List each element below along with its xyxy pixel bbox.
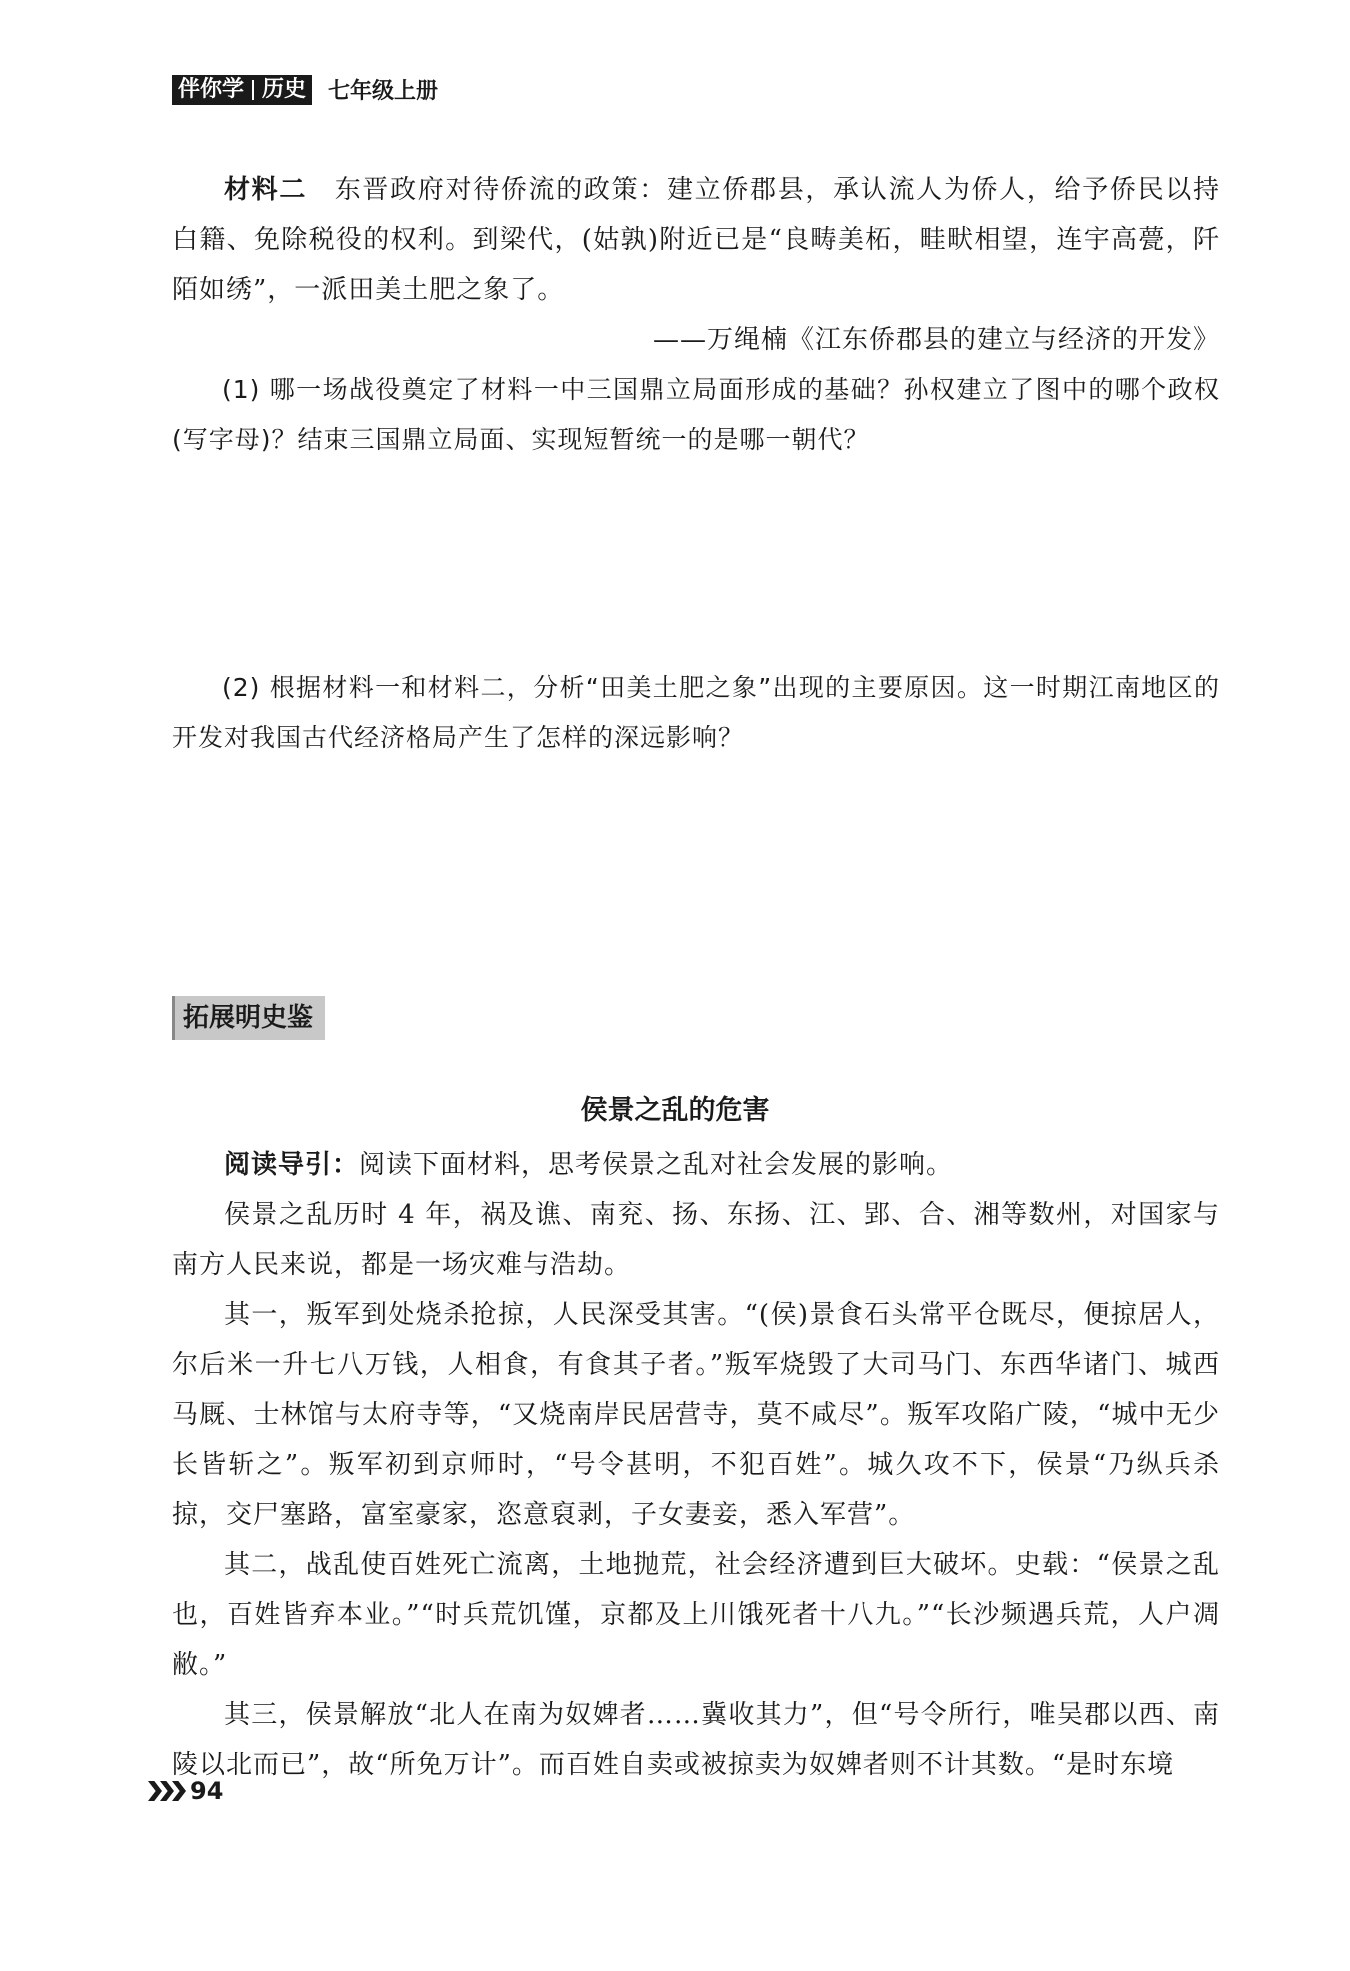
material-two-source: ——万绳楠《江东侨郡县的建立与经济的开发》 (652, 325, 1220, 355)
question-1: (1) 哪一场战役奠定了材料一中三国鼎立局面形成的基础？孙权建立了图中的哪个政权(写字母)？结束三国鼎立局面、实现短暂统一的是哪一朝代？ (172, 375, 1220, 454)
article-paragraph-2: 其一，叛军到处烧杀抢掠，人民深受其害。“(侯)景食石头常平仓既尽，便掠居人，尔后米一升七八万钱，人相食，有食其子者。”叛军烧毁了大司马门、东西华诸门、城西马厩、士林馆与太府寺等，“又烧南岸民居营寺，莫不咸尽”。叛军攻陷广陵，“城中无少长皆斩之”。叛军初到京师时，“号令甚明，不犯百姓”。城久攻不下，侯景“乃纵兵杀掠，交尸塞路，富室豪家，恣意裒剥，子女妻妾，悉入军营”。 (172, 1300, 1220, 1530)
material-two-block (172, 165, 1220, 465)
subject-name: 历史 (262, 76, 307, 102)
material-two-label: 材料二 (224, 175, 308, 205)
badge-divider (252, 80, 254, 100)
section-tag: 拓展明史鉴 (172, 996, 325, 1040)
article-paragraph-1: 侯景之乱历时 4 年，祸及谯、南兖、扬、东扬、江、郢、合、湘等数州，对国家与南方人民来说，都是一场灾难与浩劫。 (172, 1200, 1220, 1280)
reading-guide (172, 1140, 1220, 1190)
grade-label: 七年级上册 (328, 79, 439, 104)
page-header (172, 74, 438, 105)
material-two-text: 东晋政府对待侨流的政策：建立侨郡县，承认流人为侨人，给予侨民以持白籍、免除税役的权利。到梁代，(姑孰)附近已是“良畴美柘，畦畎相望，连宇高甍，阡陌如绣”，一派田美土肥之象了。 (172, 175, 1220, 305)
question-2-block (172, 663, 1220, 763)
book-series-badge (172, 75, 312, 105)
reading-guide-text: 阅读下面材料，思考侯景之乱对社会发展的影响。 (359, 1150, 954, 1180)
article-title: 侯景之乱的危害 (580, 1095, 770, 1126)
material-two-paragraph (172, 165, 1220, 315)
chevron-right-icon (148, 1781, 184, 1801)
article-paragraph-4: 其三，侯景解放“北人在南为奴婢者……冀收其力”，但“号令所行，唯吴郡以西、南陵以北而已”，故“所免万计”。而百姓自卖或被掠卖为奴婢者则不计其数。“是时东境 (172, 1700, 1220, 1780)
series-name: 伴你学 (178, 76, 245, 102)
page-number: 94 (190, 1777, 224, 1805)
article-paragraph-3: 其二，战乱使百姓死亡流离，土地抛荒，社会经济遭到巨大破坏。史载：“侯景之乱也，百姓皆弃本业。”“时兵荒饥馑，京都及上川饿死者十八九。”“长沙频遇兵荒，人户凋敝。” (172, 1550, 1220, 1680)
question-2: (2) 根据材料一和材料二，分析“田美土肥之象”出现的主要原因。这一时期江南地区的开发对我国古代经济格局产生了怎样的深远影响？ (172, 673, 1220, 752)
reading-guide-label: 阅读导引： (224, 1150, 360, 1180)
page-footer (148, 1777, 223, 1805)
article-body (172, 1140, 1220, 1790)
